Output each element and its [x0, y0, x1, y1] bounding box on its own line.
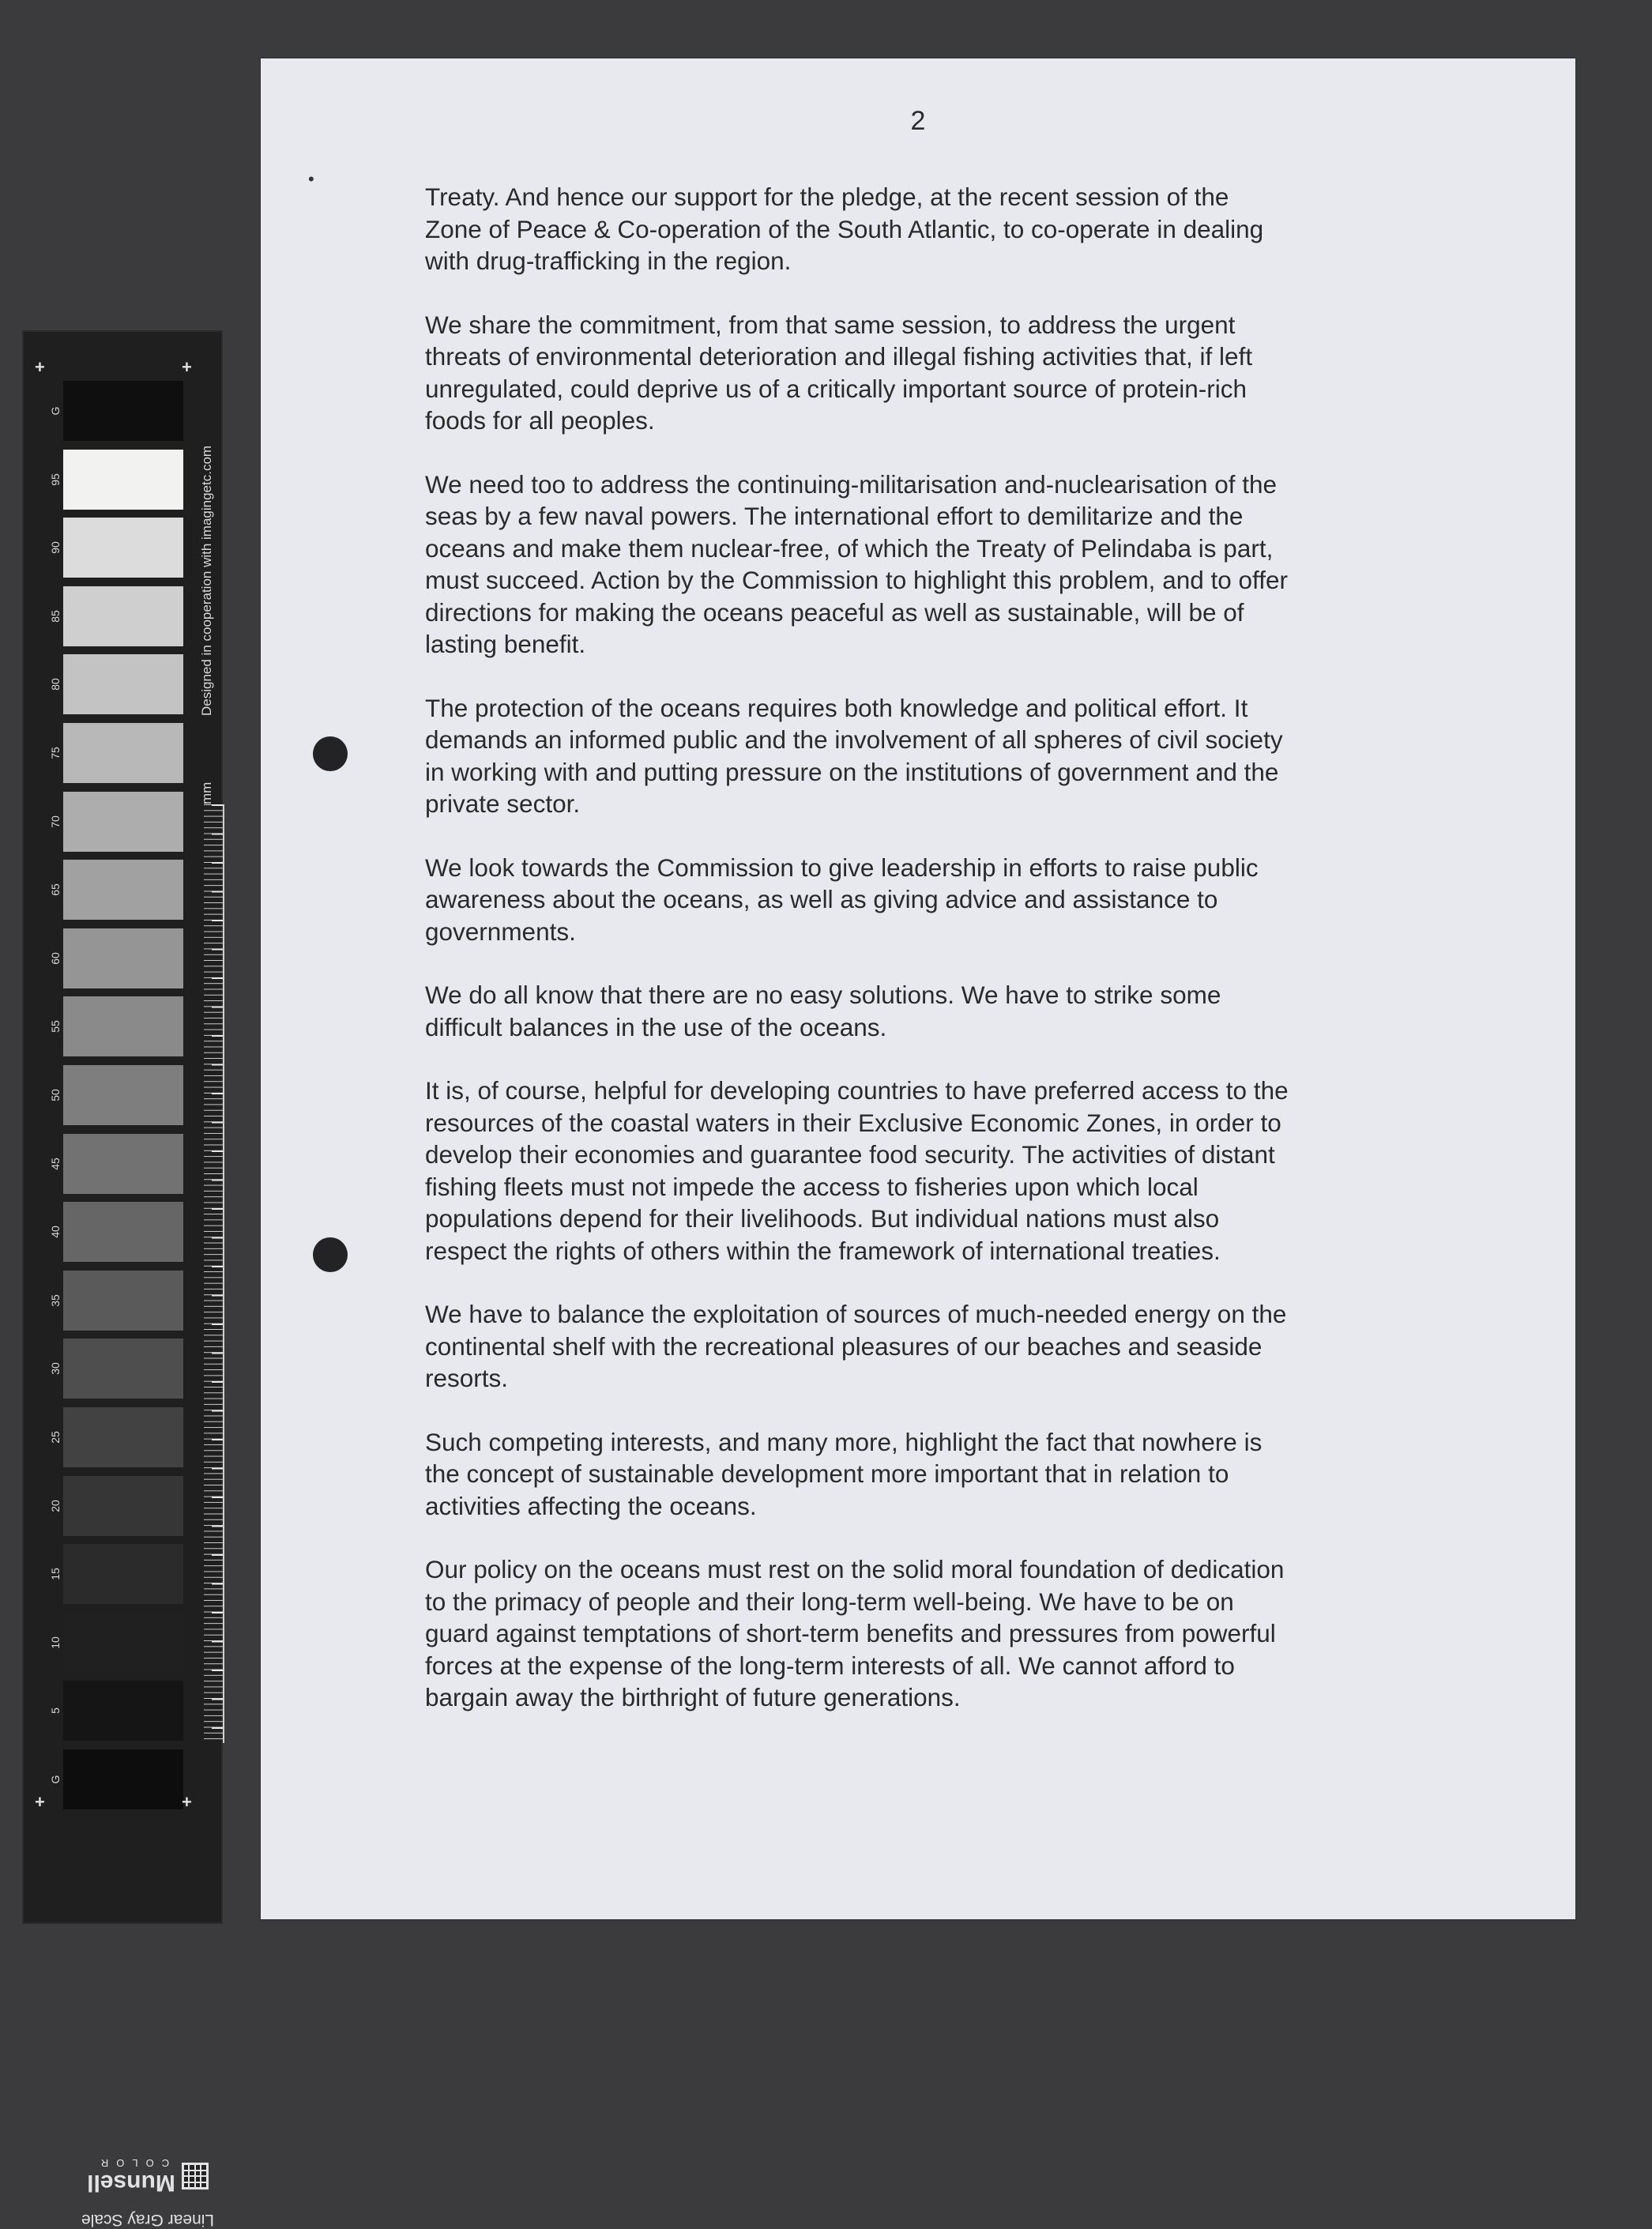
- gray-patch-label: 95: [49, 473, 62, 486]
- gray-patch-label: 30: [49, 1362, 62, 1376]
- paragraph-2: We share the commitment, from that same session, to address the urgent threats of environmental deterioration and illegal fishing activities that, if left unregulated, could deprive us of a critically important source of protein-rich foods for all peoples.: [425, 310, 1253, 435]
- paragraph-5: We look towards the Commission to give leadership in efforts to raise public awareness about the oceans, as well as giving advice and assistance to governments.: [425, 853, 1259, 946]
- gray-patch-label: G: [49, 1775, 62, 1784]
- gray-patch-label: 55: [49, 1020, 62, 1034]
- plus-mark-bottom-right: +: [182, 1792, 192, 1812]
- gray-patch-label: 35: [49, 1294, 62, 1307]
- gray-patch: [63, 381, 183, 441]
- mm-ruler-line: [223, 804, 224, 1743]
- gray-patch: [63, 723, 183, 783]
- gray-patch-label: 25: [49, 1431, 62, 1444]
- punch-hole-bottom: [313, 1237, 348, 1272]
- paragraph-9: Such competing interests, and many more, highlight the fact that nowhere is the concept of sustainable development more important that in relation to activities affecting the oceans.: [425, 1427, 1263, 1520]
- gray-patch: [63, 450, 183, 510]
- gray-patch-label: 75: [49, 747, 62, 759]
- brand-sub: COLOR: [92, 2157, 170, 2169]
- paragraph-4: The protection of the oceans requires both knowledge and political effort. It demands an informed public and the involvement of all spheres of civil society in working with and putting pressure on the institutions of government and the private sector.: [425, 693, 1283, 818]
- gray-patch: [63, 996, 183, 1056]
- gray-patch: [63, 1065, 183, 1125]
- gray-patch: [63, 1407, 183, 1467]
- gray-patch: [63, 1476, 183, 1536]
- gray-patch-label: 85: [49, 610, 62, 623]
- paragraph-10: Our policy on the oceans must rest on the solid moral foundation of dedication to the primacy of people and their long-term well-being. We have to be on guard against temptations of short-term benefits and pressures from powerful forces at the expense of the long-term interests of all. We cannot afford to bargain away the birthright of future generations.: [425, 1555, 1285, 1711]
- document-body: [425, 181, 1436, 1745]
- gray-patch: [63, 1749, 183, 1809]
- gray-patch: [63, 1681, 183, 1741]
- gray-patch-label: 15: [49, 1568, 62, 1580]
- gray-patch: [63, 928, 183, 988]
- gray-patch-label: 20: [49, 1499, 62, 1512]
- gray-patch: [63, 1613, 183, 1673]
- paragraph-3: We need too to address the continuing-militarisation and-nuclearisation of the seas by a few naval powers. The international effort to demilitarize and the oceans and make them nuclear-free, of which the Treaty of Pelindaba is part, must succeed. Action by the Commission to highlight this problem, and to offer directions for making the oceans peaceful as well as sustainable, will be of lasting benefit.: [425, 469, 1288, 658]
- plus-mark-bottom-left: +: [35, 1792, 45, 1812]
- munsell-logo-icon: [182, 2163, 209, 2190]
- gray-patch: [63, 1544, 183, 1604]
- gray-patch-label: 5: [49, 1708, 62, 1715]
- gray-patch-label: 60: [49, 952, 62, 965]
- punch-hole-top: [313, 736, 348, 771]
- paragraph-8: We have to balance the exploitation of sources of much-needed energy on the continental shelf with the recreational pleasures of our beaches and seaside resorts.: [425, 1300, 1287, 1392]
- munsell-brand: [73, 2157, 223, 2229]
- plus-mark-top-left: +: [35, 357, 45, 377]
- gray-patch: [63, 518, 183, 578]
- document-page: [261, 58, 1575, 1919]
- paragraph-6: We do all know that there are no easy solutions. We have to strike some difficult balances in the use of the oceans.: [425, 981, 1221, 1041]
- paragraph-7: It is, of course, helpful for developing countries to have preferred access to the resources of the coastal waters in their Exclusive Economic Zones, in order to develop their economies and guarantee food security. The activities of distant fishing fleets must not impede the access to fisheries upon which local populations depend for their livelihoods. But individual nations must also respect the rights of others within the framework of international treaties.: [425, 1076, 1289, 1265]
- gray-patch: [63, 654, 183, 714]
- gray-patch: [63, 586, 183, 646]
- gray-patch-label: 10: [49, 1636, 62, 1649]
- gray-patch-label: 40: [49, 1226, 62, 1238]
- plus-mark-top-right: +: [182, 357, 192, 377]
- gray-patch-label: 70: [49, 815, 62, 828]
- brand-logo: [73, 2157, 223, 2196]
- gray-patch-label: 90: [49, 541, 62, 554]
- paragraph-1: Treaty. And hence our support for the pledge, at the recent session of the Zone of Peace & Co-operation of the South Atlantic, to co-operate in dealing with drug-trafficking in the region.: [425, 183, 1264, 275]
- credit-text: Designed in cooperation with imagingetc.com: [199, 445, 214, 716]
- brand-name: Munsell: [87, 2170, 175, 2196]
- gray-patch-label: 45: [49, 1157, 62, 1170]
- gray-patch: [63, 792, 183, 852]
- gray-patch-label: 50: [49, 1089, 62, 1101]
- gray-patch: [63, 1134, 183, 1194]
- ruler-unit-label: mm: [199, 781, 214, 804]
- scale-title: Linear Gray Scale: [81, 2211, 215, 2229]
- stray-mark: •: [308, 169, 314, 189]
- page-number: 2: [910, 106, 926, 136]
- gray-patch: [63, 1339, 183, 1399]
- gray-scale-card: [22, 330, 223, 2229]
- gray-patch-label: G: [49, 406, 62, 416]
- gray-patch: [63, 1271, 183, 1331]
- gray-patch-label: 65: [49, 883, 62, 896]
- gray-patch: [63, 1202, 183, 1262]
- gray-patch: [63, 860, 183, 920]
- gray-patch-label: 80: [49, 678, 62, 691]
